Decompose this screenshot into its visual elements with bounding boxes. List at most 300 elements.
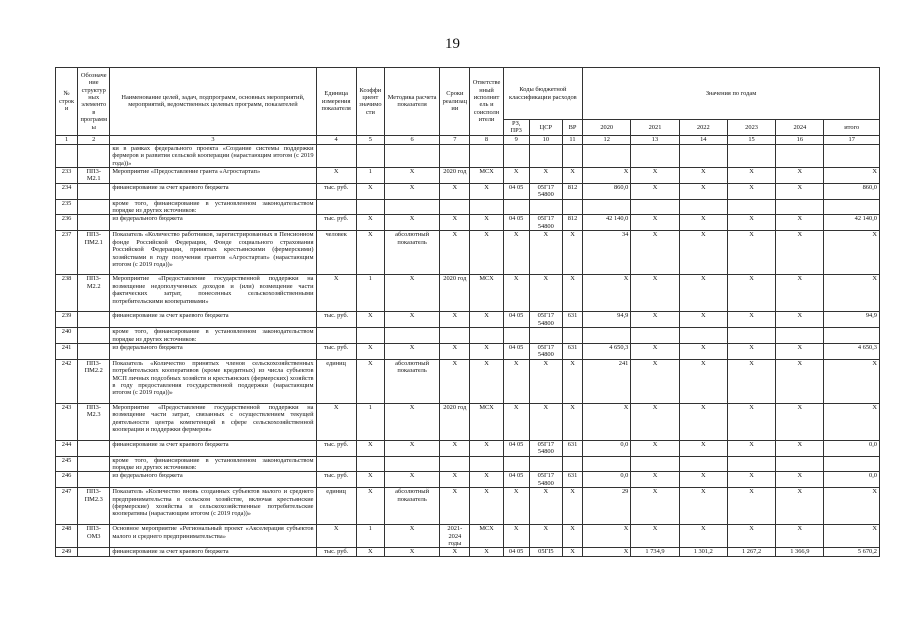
col-header-2022: 2022 [679, 120, 727, 136]
col-header-2020: 2020 [583, 120, 631, 136]
column-number-cell: 11 [562, 135, 582, 144]
unit [316, 199, 356, 215]
vr-code: X [562, 403, 582, 440]
coefficient: X [356, 183, 384, 199]
table-row [56, 183, 880, 199]
responsible: X [470, 488, 503, 525]
method: X [384, 403, 439, 440]
item-name: из федерального бюджета [110, 215, 316, 231]
table-row [56, 548, 880, 557]
coefficient: X [356, 231, 384, 275]
vr-code [562, 456, 582, 472]
term [440, 328, 470, 344]
value-2022: X [679, 215, 727, 231]
row-number: 243 [56, 403, 78, 440]
table-row [56, 144, 880, 167]
table-row [56, 359, 880, 403]
csr-code [529, 456, 562, 472]
item-name: Показатель «Количество работников, зарегистрированных в Пенсионном фонде Российской Федерации, Фонде социального страхования Российской Федерации, принятых крестьянскими (фермерскими) хозяйствами в году получения грантов «Агростартап» (нарастающим итогом (с 2019 года))» [110, 231, 316, 275]
value-2022: X [679, 183, 727, 199]
table-row [56, 231, 880, 275]
column-number-cell: 8 [470, 135, 503, 144]
csr-code: 05Г17 54800 [529, 312, 562, 328]
value-2022: X [679, 488, 727, 525]
struct-code: ПП3-ПМ2.2 [78, 359, 110, 403]
value-2024: X [776, 231, 824, 275]
unit: тыс. руб. [316, 215, 356, 231]
method: абсолютный показатель [384, 488, 439, 525]
column-number-cell: 6 [384, 135, 439, 144]
vr-code [562, 199, 582, 215]
responsible: X [470, 312, 503, 328]
unit [316, 144, 356, 167]
term [440, 199, 470, 215]
method: X [384, 215, 439, 231]
vr-code: X [562, 548, 582, 557]
vr-code: X [562, 525, 582, 548]
unit [316, 456, 356, 472]
column-number-cell: 14 [679, 135, 727, 144]
value-2020 [583, 199, 631, 215]
value-2023: X [727, 168, 775, 184]
value-2021: X [631, 231, 679, 275]
value-2021: X [631, 472, 679, 488]
value-2024: 1 366,9 [776, 548, 824, 557]
term: X [440, 440, 470, 456]
value-2022: X [679, 312, 727, 328]
value-total: X [824, 359, 880, 403]
column-number-cell: 5 [356, 135, 384, 144]
struct-code [78, 215, 110, 231]
table-row [56, 168, 880, 184]
term: X [440, 548, 470, 557]
method: X [384, 472, 439, 488]
table-row [56, 312, 880, 328]
coefficient [356, 456, 384, 472]
responsible: МСХ [470, 403, 503, 440]
method: X [384, 525, 439, 548]
responsible [470, 144, 503, 167]
csr-code: 05Г17 54800 [529, 440, 562, 456]
responsible: X [470, 440, 503, 456]
csr-code: X [529, 275, 562, 312]
table-row [56, 525, 880, 548]
rz-code: 04 05 [503, 312, 529, 328]
vr-code: 812 [562, 183, 582, 199]
col-header-name: Наименование целей, задач, подпрограмм, основных мероприятий, мероприятий, ведомственных целевых программ, показателей [110, 68, 316, 136]
value-2024: X [776, 488, 824, 525]
coefficient: X [356, 215, 384, 231]
value-2022: 1 301,2 [679, 548, 727, 557]
row-number: 236 [56, 215, 78, 231]
header-row-1 [56, 68, 880, 120]
method [384, 328, 439, 344]
term: X [440, 343, 470, 359]
value-2023: X [727, 488, 775, 525]
value-2024: X [776, 312, 824, 328]
item-name: финансирование за счет краевого бюджета [110, 312, 316, 328]
value-2024: X [776, 183, 824, 199]
value-2022: X [679, 440, 727, 456]
value-total [824, 199, 880, 215]
value-2023: X [727, 215, 775, 231]
method: абсолютный показатель [384, 359, 439, 403]
table-row [56, 440, 880, 456]
value-2021: X [631, 312, 679, 328]
value-2023: X [727, 231, 775, 275]
rz-code [503, 199, 529, 215]
item-name: кроме того, финансирование в установленном законодательством порядке из других источников: [110, 328, 316, 344]
value-2023 [727, 456, 775, 472]
row-number: 237 [56, 231, 78, 275]
csr-code: X [529, 525, 562, 548]
value-2021: X [631, 168, 679, 184]
column-number-cell: 17 [824, 135, 880, 144]
item-name: Показатель «Количество принятых членов сельскохозяйственных потребительских кооперативов (кроме кредитных) из числа субъектов МСП личных подсобных хозяйств и крестьянских (фермерских) хозяйств в году предоставления государственной поддержки (нарастающим итогом (с 2019 года))» [110, 359, 316, 403]
coefficient: X [356, 548, 384, 557]
coefficient [356, 199, 384, 215]
value-2022: X [679, 403, 727, 440]
value-2020: 42 140,0 [583, 215, 631, 231]
coefficient: X [356, 312, 384, 328]
value-2021: X [631, 525, 679, 548]
value-2024: X [776, 440, 824, 456]
value-2023: X [727, 472, 775, 488]
value-total: 860,0 [824, 183, 880, 199]
csr-code: 05Г17 54800 [529, 215, 562, 231]
col-header-unit: Единица измерения показателя [316, 68, 356, 136]
column-number-cell: 13 [631, 135, 679, 144]
csr-code: X [529, 359, 562, 403]
value-2022 [679, 456, 727, 472]
value-2020: X [583, 403, 631, 440]
method [384, 144, 439, 167]
coefficient: X [356, 359, 384, 403]
struct-code: ПП3-М2.1 [78, 168, 110, 184]
col-header-struct: Обозначение структурных элементов программы [78, 68, 110, 136]
program-table [55, 67, 880, 557]
struct-code [78, 472, 110, 488]
value-2021 [631, 144, 679, 167]
value-total: X [824, 525, 880, 548]
vr-code: X [562, 168, 582, 184]
item-name: финансирование за счет краевого бюджета [110, 183, 316, 199]
item-name: финансирование за счет краевого бюджета [110, 548, 316, 557]
csr-code [529, 328, 562, 344]
value-2022: X [679, 472, 727, 488]
rz-code: X [503, 403, 529, 440]
value-2024: X [776, 168, 824, 184]
struct-code: ПП3-М2.3 [78, 403, 110, 440]
vr-code: 631 [562, 472, 582, 488]
item-name: Показатель «Количество вновь созданных субъектов малого и среднего предпринимательства в сельском хозяйстве, включая крестьянские (фермерские) хозяйства и сельскохозяйственные потребительские кооперативы (нарастающим итогом (с 2019 года))» [110, 488, 316, 525]
responsible: X [470, 183, 503, 199]
unit: X [316, 275, 356, 312]
value-2020: X [583, 168, 631, 184]
value-2020: X [583, 525, 631, 548]
term: 2021-2024 годы [440, 525, 470, 548]
responsible: МСХ [470, 168, 503, 184]
col-header-term: Сроки реализации [440, 68, 470, 136]
term [440, 144, 470, 167]
value-total [824, 328, 880, 344]
table-row [56, 215, 880, 231]
value-total: X [824, 168, 880, 184]
value-2023: X [727, 312, 775, 328]
value-2024 [776, 199, 824, 215]
value-2024: X [776, 343, 824, 359]
responsible: МСХ [470, 275, 503, 312]
value-total: 0,0 [824, 440, 880, 456]
csr-code: 05Г17 54800 [529, 183, 562, 199]
csr-code: X [529, 403, 562, 440]
value-2024: X [776, 275, 824, 312]
value-2024 [776, 328, 824, 344]
coefficient: X [356, 488, 384, 525]
csr-code: X [529, 231, 562, 275]
struct-code [78, 199, 110, 215]
value-2024: X [776, 525, 824, 548]
csr-code: 05Г17 54800 [529, 472, 562, 488]
vr-code: 631 [562, 343, 582, 359]
rz-code: X [503, 525, 529, 548]
responsible [470, 199, 503, 215]
struct-code: ПП3-ОМ3 [78, 525, 110, 548]
table-row [56, 472, 880, 488]
term: 2020 год [440, 403, 470, 440]
col-header-vr: ВР [562, 120, 582, 136]
struct-code [78, 456, 110, 472]
col-header-values: Значения по годам [583, 68, 880, 120]
value-2023: X [727, 525, 775, 548]
row-number: 249 [56, 548, 78, 557]
value-total: 5 670,2 [824, 548, 880, 557]
value-2020: X [583, 275, 631, 312]
rz-code: X [503, 488, 529, 525]
value-2021 [631, 456, 679, 472]
value-2023: X [727, 343, 775, 359]
row-number: 233 [56, 168, 78, 184]
value-total: 42 140,0 [824, 215, 880, 231]
rz-code: X [503, 275, 529, 312]
responsible: X [470, 548, 503, 557]
item-name: Мероприятие «Предоставление государственной поддержки на возмещение недополученных доходов и (или) возмещение части фактических затрат, понесенных сельскохозяйственными потребительскими кооперативами» [110, 275, 316, 312]
value-2023: X [727, 359, 775, 403]
column-number-cell: 16 [776, 135, 824, 144]
value-total: 4 650,3 [824, 343, 880, 359]
method: X [384, 312, 439, 328]
struct-code: ПП3-ПМ2.1 [78, 231, 110, 275]
value-2021: X [631, 488, 679, 525]
term: 2020 год [440, 275, 470, 312]
vr-code: 631 [562, 312, 582, 328]
method: X [384, 343, 439, 359]
value-2021: X [631, 359, 679, 403]
table-body [56, 144, 880, 557]
vr-code [562, 144, 582, 167]
method [384, 456, 439, 472]
vr-code: 631 [562, 440, 582, 456]
item-name: из федерального бюджета [110, 343, 316, 359]
value-2024: X [776, 359, 824, 403]
column-number-cell: 15 [727, 135, 775, 144]
column-number-row [56, 135, 880, 144]
responsible: X [470, 472, 503, 488]
value-total: 94,9 [824, 312, 880, 328]
value-2023 [727, 144, 775, 167]
rz-code: 04 05 [503, 548, 529, 557]
value-2024 [776, 144, 824, 167]
responsible [470, 328, 503, 344]
term: X [440, 359, 470, 403]
coefficient: 1 [356, 403, 384, 440]
coefficient: X [356, 343, 384, 359]
struct-code [78, 343, 110, 359]
value-2020: 4 650,3 [583, 343, 631, 359]
coefficient: 1 [356, 525, 384, 548]
item-name: Основное мероприятие «Региональный проект «Акселерация субъектов малого и среднего предпринимательства» [110, 525, 316, 548]
value-2022: X [679, 275, 727, 312]
unit: единиц [316, 488, 356, 525]
col-header-coef: Коэффициент значимости [356, 68, 384, 136]
value-2020 [583, 144, 631, 167]
value-2021: X [631, 440, 679, 456]
struct-code [78, 548, 110, 557]
value-2024 [776, 456, 824, 472]
term [440, 456, 470, 472]
item-name: кроме того, финансирование в установленном законодательством порядке из других источников: [110, 199, 316, 215]
vr-code: 812 [562, 215, 582, 231]
value-2020: X [583, 548, 631, 557]
column-number-cell: 1 [56, 135, 78, 144]
table-row [56, 199, 880, 215]
rz-code [503, 456, 529, 472]
value-2021: X [631, 343, 679, 359]
unit: X [316, 168, 356, 184]
term: X [440, 488, 470, 525]
method: X [384, 275, 439, 312]
csr-code: 05ГI5 [529, 548, 562, 557]
row-number: 239 [56, 312, 78, 328]
value-2020: 34 [583, 231, 631, 275]
row-number: 234 [56, 183, 78, 199]
value-total: X [824, 403, 880, 440]
rz-code: 04 05 [503, 440, 529, 456]
value-2020: 94,9 [583, 312, 631, 328]
value-2020: 29 [583, 488, 631, 525]
value-2020 [583, 328, 631, 344]
value-2022 [679, 144, 727, 167]
value-total: X [824, 231, 880, 275]
value-total [824, 456, 880, 472]
row-number: 244 [56, 440, 78, 456]
struct-code [78, 328, 110, 344]
col-header-num: № строки [56, 68, 78, 136]
struct-code [78, 312, 110, 328]
column-number-cell: 4 [316, 135, 356, 144]
rz-code [503, 144, 529, 167]
rz-code: X [503, 231, 529, 275]
item-name: финансирование за счет краевого бюджета [110, 440, 316, 456]
vr-code [562, 328, 582, 344]
csr-code: 05Г17 54800 [529, 343, 562, 359]
value-2021: X [631, 275, 679, 312]
responsible: X [470, 231, 503, 275]
csr-code: X [529, 488, 562, 525]
responsible: X [470, 343, 503, 359]
rz-code: X [503, 168, 529, 184]
column-number-cell: 12 [583, 135, 631, 144]
vr-code: X [562, 359, 582, 403]
table-row [56, 488, 880, 525]
value-2023 [727, 199, 775, 215]
unit: тыс. руб. [316, 312, 356, 328]
col-header-codes: Коды бюджетной классификации расходов [503, 68, 582, 120]
page-number: 19 [445, 36, 460, 52]
rz-code: 04 05 [503, 472, 529, 488]
value-2022: X [679, 231, 727, 275]
method: X [384, 168, 439, 184]
rz-code: 04 05 [503, 343, 529, 359]
coefficient: X [356, 440, 384, 456]
item-name: кроме того, финансирование в установленном законодательством порядке из других источников: [110, 456, 316, 472]
unit: тыс. руб. [316, 472, 356, 488]
column-number-cell: 3 [110, 135, 316, 144]
item-name: Мероприятие «Предоставление государственной поддержки на возмещение части затрат, связанных с осуществлением текущей деятельности центра компетенций в сфере сельскохозяйственной кооперации и поддержки фермеров» [110, 403, 316, 440]
unit: единиц [316, 359, 356, 403]
coefficient [356, 328, 384, 344]
table-row [56, 403, 880, 440]
value-2020: 860,0 [583, 183, 631, 199]
row-number: 238 [56, 275, 78, 312]
value-2020 [583, 456, 631, 472]
row-number: 247 [56, 488, 78, 525]
value-2023: X [727, 275, 775, 312]
coefficient: X [356, 472, 384, 488]
row-number: 241 [56, 343, 78, 359]
rz-code [503, 328, 529, 344]
column-number-cell: 9 [503, 135, 529, 144]
rz-code: 04 05 [503, 215, 529, 231]
responsible: МСХ [470, 525, 503, 548]
row-number: 240 [56, 328, 78, 344]
method: X [384, 183, 439, 199]
unit: X [316, 403, 356, 440]
col-header-method: Методика расчета показателя [384, 68, 439, 136]
col-header-2021: 2021 [631, 120, 679, 136]
item-name: ки в рамках федерального проекта «Создание системы поддержки фермеров и развития сельской кооперации (нарастающим итогом (с 2019 года))» [110, 144, 316, 167]
value-total: X [824, 275, 880, 312]
struct-code [78, 183, 110, 199]
rz-code: X [503, 359, 529, 403]
table-row [56, 343, 880, 359]
method: X [384, 440, 439, 456]
value-2023 [727, 328, 775, 344]
row-number: 242 [56, 359, 78, 403]
method [384, 199, 439, 215]
unit: тыс. руб. [316, 183, 356, 199]
value-2021: X [631, 403, 679, 440]
rz-code: 04 05 [503, 183, 529, 199]
table-row [56, 328, 880, 344]
responsible: X [470, 215, 503, 231]
value-2021 [631, 199, 679, 215]
unit [316, 328, 356, 344]
responsible [470, 456, 503, 472]
value-total: X [824, 488, 880, 525]
row-number: 245 [56, 456, 78, 472]
table-row [56, 275, 880, 312]
